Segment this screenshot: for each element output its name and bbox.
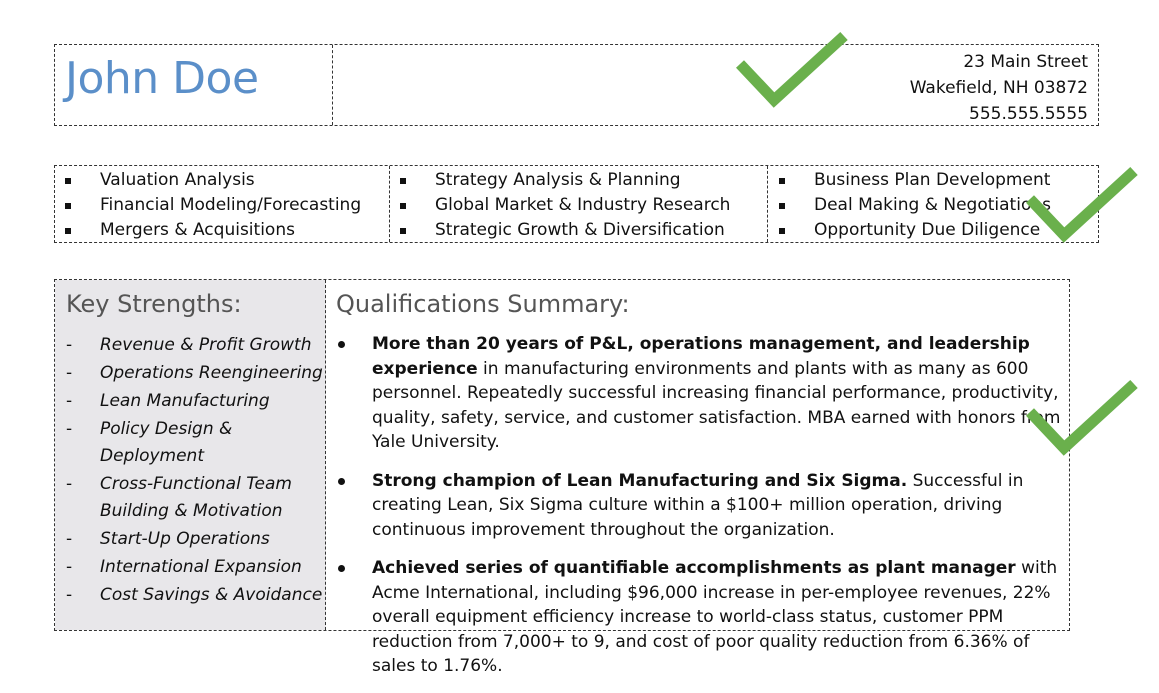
- qualification-item: Achieved series of quantifiable accomplishments as plant manager with Acme International, including $96,000 increase in per-employee revenues, 22% overall equipment efficiency increase to world-class status, customer PPM reduction from 7,000+ to 9, and cost of poor quality reduction from 6.36% of sales to 1.76%.: [336, 556, 1066, 679]
- checkmark-icon: [1024, 378, 1140, 458]
- strength-item: - Lean Manufacturing: [66, 391, 270, 411]
- bullet-icon: [400, 178, 406, 184]
- candidate-name: John Doe: [65, 53, 259, 104]
- qualifications-title: Qualifications Summary:: [336, 290, 630, 318]
- checkmark-icon: [734, 30, 850, 110]
- strength-item: - Policy Design & Deployment: [66, 419, 233, 466]
- bullet-icon: [338, 565, 345, 572]
- strength-item: - Revenue & Profit Growth: [66, 335, 312, 355]
- key-strengths-list: [55, 332, 325, 610]
- bullet-icon: [338, 478, 345, 485]
- bullet-icon: [400, 203, 406, 209]
- skills-box: Valuation Analysis Financial Modeling/Forecasting Mergers & Acquisitions Strategy Analysis & Planning Global Market & Industry Research Strategic Growth & Diversification Business Plan Development Deal Making & Negotiations Opportunity Due Diligence: [54, 165, 1099, 243]
- key-strengths-title: Key Strengths:: [66, 290, 242, 318]
- bullet-icon: [65, 178, 71, 184]
- strength-item: - International Expansion: [66, 557, 302, 577]
- qualification-item: Strong champion of Lean Manufacturing and Six Sigma. Successful in creating Lean, Six Sigma culture within a $100+ million operation, driving continuous improvement throughout the organization.: [336, 469, 1066, 543]
- header-divider: [332, 45, 333, 125]
- skills-divider: [389, 166, 390, 242]
- qualification-item: More than 20 years of P&L, operations management, and leadership experience in manufacturing environments and plants with as many as 600 personnel. Repeatedly successful increasing financial performance, productivity, quality, safety, service, and customer satisfaction. MBA earned with honors from Yale University.: [336, 332, 1066, 455]
- qualifications-list: [336, 332, 1066, 693]
- bullet-icon: [65, 228, 71, 234]
- bullet-icon: [779, 203, 785, 209]
- address-line2: Wakefield, NH 03872: [909, 78, 1088, 98]
- bullet-icon: [779, 178, 785, 184]
- contact-block: [910, 49, 1088, 127]
- header-box: [54, 44, 1099, 126]
- bullet-icon: [779, 228, 785, 234]
- bullet-icon: [65, 203, 71, 209]
- summary-box: [54, 279, 1070, 676]
- strength-item: - Cross-Functional Team Building & Motivation: [66, 474, 292, 521]
- bullet-icon: [400, 228, 406, 234]
- phone-number: 555.555.5555: [969, 104, 1088, 124]
- strength-item: - Start-Up Operations: [66, 529, 270, 549]
- skills-divider: [767, 166, 768, 242]
- key-strengths-panel: [55, 280, 326, 630]
- bullet-icon: [338, 341, 345, 348]
- strength-item: - Operations Reengineering: [66, 363, 323, 383]
- checkmark-icon: [1024, 165, 1140, 245]
- strength-item: - Cost Savings & Avoidance: [66, 585, 323, 605]
- address-line1: 23 Main Street: [963, 52, 1088, 72]
